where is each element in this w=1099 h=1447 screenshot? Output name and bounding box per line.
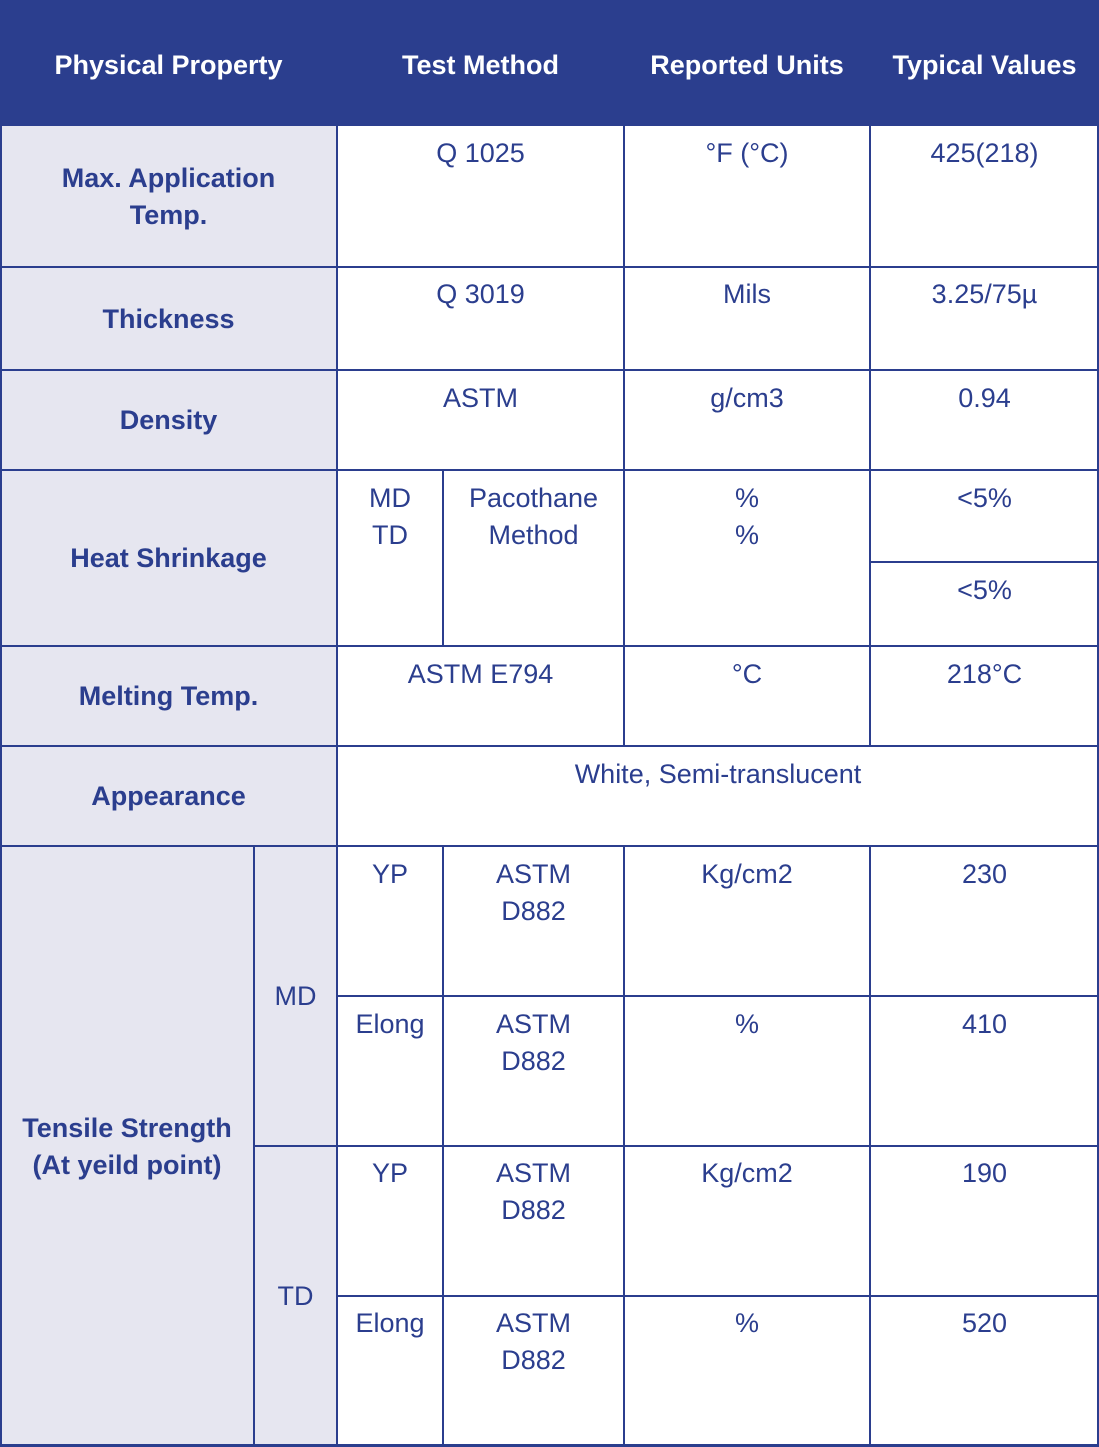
direction-label-td: TD — [277, 1281, 314, 1311]
column-divider — [623, 126, 625, 746]
row-divider — [254, 1145, 1099, 1147]
sub-property-label: YP — [371, 859, 409, 889]
row-divider — [0, 369, 1099, 371]
typical-value-td: <5% — [957, 575, 1012, 605]
sub-property-label: YP — [371, 1158, 409, 1188]
test-method-value: Pacothane Method — [468, 483, 599, 550]
direction-label-md: MD — [274, 981, 317, 1011]
row-divider — [0, 469, 1099, 471]
header-typical-values: Typical Values — [892, 50, 1077, 80]
header-reported-units: Reported Units — [650, 50, 844, 80]
units-value: g/cm3 — [710, 383, 784, 413]
units-value: % % — [734, 483, 759, 550]
sub-property-label: Elong — [355, 1009, 425, 1039]
units-value: % — [734, 1308, 759, 1338]
typical-value: 410 — [961, 1009, 1008, 1039]
typical-value: 218°C — [946, 659, 1023, 689]
header-physical-property: Physical Property — [54, 50, 283, 80]
property-label: Density — [119, 405, 218, 435]
table-header — [0, 0, 1099, 126]
row-divider — [870, 561, 1099, 563]
property-label: Thickness — [102, 304, 235, 334]
test-method-value: ASTM D882 — [495, 1009, 571, 1076]
units-value: Kg/cm2 — [701, 1158, 793, 1188]
typical-value: 190 — [961, 1158, 1008, 1188]
typical-value: 425(218) — [930, 138, 1039, 168]
test-method-value: Q 1025 — [436, 138, 525, 168]
row-divider — [337, 995, 1099, 997]
direction-values: MD TD — [369, 483, 411, 550]
test-method-value: Q 3019 — [436, 279, 525, 309]
units-value: Kg/cm2 — [701, 859, 793, 889]
header-test-method: Test Method — [402, 50, 559, 80]
property-label: Tensile Strength (At yeild point) — [22, 1113, 232, 1180]
row-divider — [0, 645, 1099, 647]
appearance-value: White, Semi-translucent — [574, 759, 862, 789]
column-divider — [869, 846, 871, 1447]
label-column-band — [0, 126, 337, 846]
property-label: Melting Temp. — [78, 681, 259, 711]
row-divider — [337, 1295, 1099, 1297]
test-method-value: ASTM D882 — [495, 1158, 571, 1225]
typical-value: 230 — [961, 859, 1008, 889]
row-divider — [0, 745, 1099, 747]
sub-property-label: Elong — [355, 1308, 425, 1338]
column-divider — [869, 126, 871, 746]
units-value: % — [734, 1009, 759, 1039]
row-divider — [0, 266, 1099, 268]
property-label: Max. Application Temp. — [61, 163, 276, 230]
units-value: Mils — [723, 279, 771, 309]
property-label: Appearance — [91, 781, 246, 811]
typical-value-md: <5% — [957, 483, 1012, 513]
test-method-value: ASTM — [442, 383, 518, 413]
units-value: °C — [731, 659, 763, 689]
test-method-value: ASTM E794 — [407, 659, 554, 689]
property-label: Heat Shrinkage — [70, 543, 267, 573]
test-method-value: ASTM D882 — [495, 859, 571, 926]
typical-value: 520 — [961, 1308, 1008, 1338]
row-divider — [0, 845, 1099, 847]
typical-value: 3.25/75µ — [931, 279, 1038, 309]
units-value: °F (°C) — [705, 138, 789, 168]
typical-value: 0.94 — [958, 383, 1011, 413]
test-method-value: ASTM D882 — [495, 1308, 571, 1375]
